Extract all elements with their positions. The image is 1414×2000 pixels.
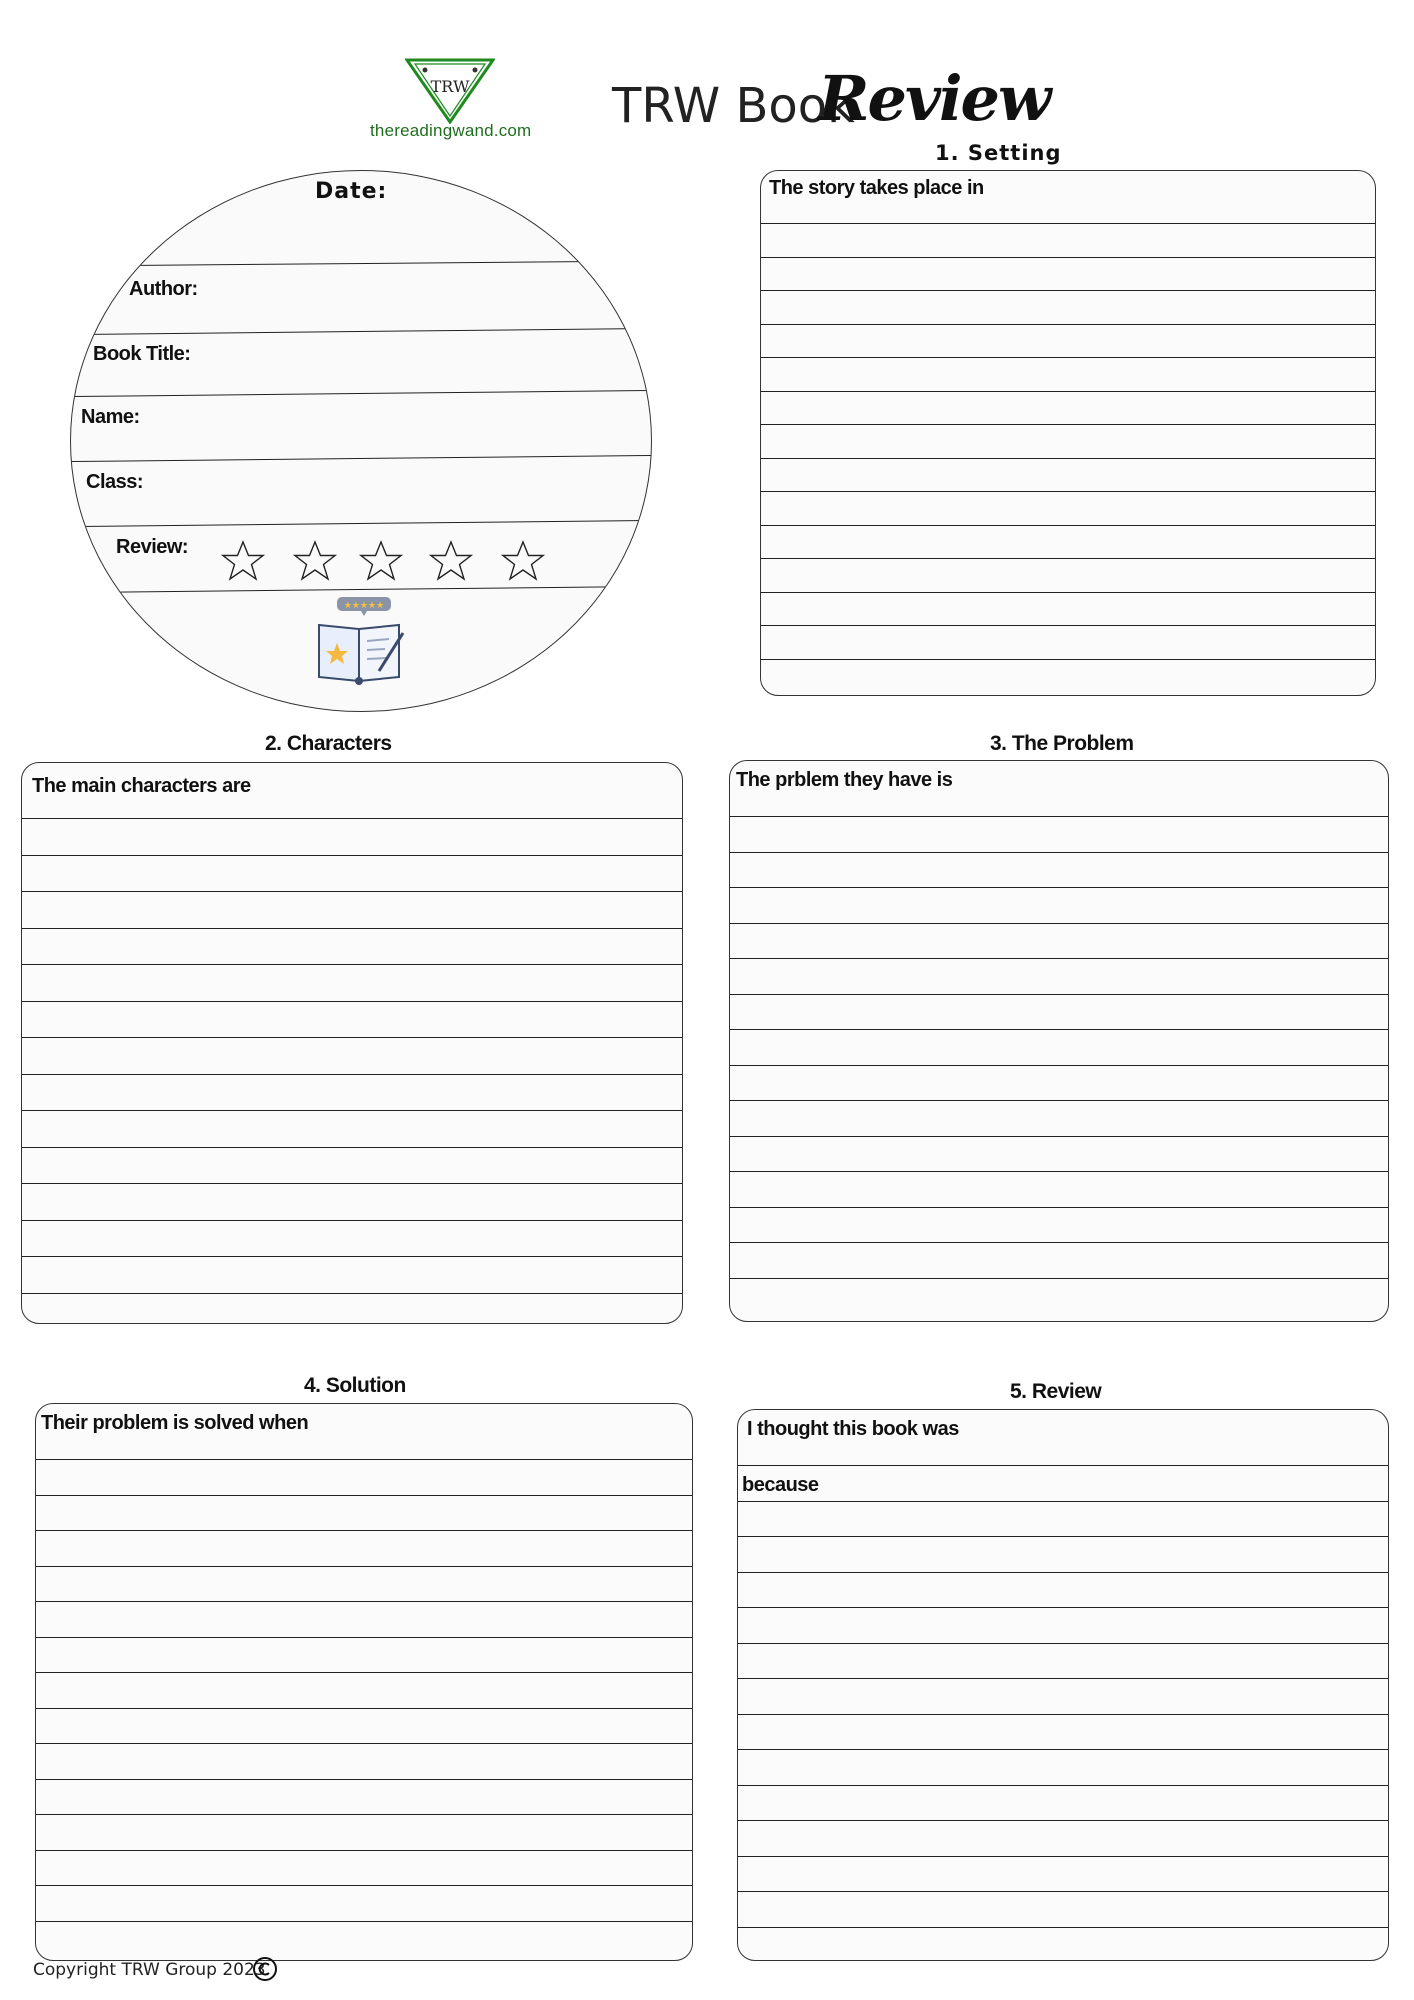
star-icon[interactable] <box>293 539 337 583</box>
writing-line[interactable] <box>730 816 1388 817</box>
writing-line[interactable] <box>761 659 1375 660</box>
class-line[interactable] <box>71 520 651 527</box>
writing-line[interactable] <box>738 1572 1388 1573</box>
writing-line[interactable] <box>738 1714 1388 1715</box>
writing-line[interactable] <box>36 1495 692 1496</box>
logo-text: TRW <box>430 77 470 96</box>
writing-line[interactable] <box>730 1136 1388 1137</box>
name-label: Name: <box>81 406 140 428</box>
characters-title: 2. Characters <box>265 732 392 755</box>
writing-line[interactable] <box>36 1921 692 1922</box>
writing-line[interactable] <box>738 1856 1388 1857</box>
writing-line[interactable] <box>738 1820 1388 1821</box>
writing-line[interactable] <box>738 1891 1388 1892</box>
solution-prompt: Their problem is solved when <box>41 1412 309 1434</box>
writing-line[interactable] <box>738 1607 1388 1608</box>
writing-line[interactable] <box>730 958 1388 959</box>
writing-line[interactable] <box>730 923 1388 924</box>
writing-line[interactable] <box>36 1885 692 1886</box>
star-icon[interactable] <box>221 539 265 583</box>
date-label: Date: <box>315 179 388 204</box>
writing-line[interactable] <box>22 891 682 892</box>
writing-line[interactable] <box>36 1743 692 1744</box>
info-circle <box>70 170 652 712</box>
writing-line[interactable] <box>36 1814 692 1815</box>
writing-line[interactable] <box>36 1601 692 1602</box>
writing-line[interactable] <box>36 1779 692 1780</box>
setting-box <box>760 170 1376 696</box>
characters-prompt: The main characters are <box>32 775 251 797</box>
book-title-line[interactable] <box>71 390 651 397</box>
writing-line[interactable] <box>761 458 1375 459</box>
writing-line[interactable] <box>761 424 1375 425</box>
problem-box <box>729 760 1389 1322</box>
page-title: TRW Book <box>612 78 855 134</box>
writing-line[interactable] <box>761 257 1375 258</box>
writing-line[interactable] <box>22 1037 682 1038</box>
writing-line[interactable] <box>738 1749 1388 1750</box>
writing-line[interactable] <box>22 928 682 929</box>
review-label: Review: <box>116 536 189 558</box>
characters-box <box>21 762 683 1324</box>
name-line[interactable] <box>71 455 651 462</box>
writing-line[interactable] <box>22 1110 682 1111</box>
review-line[interactable] <box>101 586 621 592</box>
copyright-icon <box>252 1956 278 1982</box>
writing-line[interactable] <box>730 1029 1388 1030</box>
star-icon[interactable] <box>359 539 403 583</box>
review-box <box>737 1409 1389 1961</box>
writing-line[interactable] <box>738 1465 1388 1466</box>
writing-line[interactable] <box>738 1501 1388 1502</box>
problem-title: 3. The Problem <box>990 732 1134 755</box>
writing-line[interactable] <box>22 1293 682 1294</box>
writing-line[interactable] <box>761 525 1375 526</box>
trw-logo-icon <box>405 58 495 124</box>
writing-line[interactable] <box>36 1459 692 1460</box>
writing-line[interactable] <box>730 1065 1388 1066</box>
writing-line[interactable] <box>761 391 1375 392</box>
book-review-icon <box>309 595 409 685</box>
star-icon[interactable] <box>501 539 545 583</box>
writing-line[interactable] <box>22 1183 682 1184</box>
writing-line[interactable] <box>761 558 1375 559</box>
author-line[interactable] <box>71 328 651 335</box>
writing-line[interactable] <box>761 357 1375 358</box>
writing-line[interactable] <box>730 994 1388 995</box>
review-prompt: I thought this book was <box>747 1418 959 1440</box>
setting-prompt: The story takes place in <box>769 177 984 199</box>
solution-box <box>35 1403 693 1961</box>
writing-line[interactable] <box>36 1708 692 1709</box>
writing-line[interactable] <box>22 1147 682 1148</box>
review-because: because <box>742 1474 819 1496</box>
writing-line[interactable] <box>22 1220 682 1221</box>
date-line[interactable] <box>111 261 611 266</box>
writing-line[interactable] <box>22 964 682 965</box>
writing-line[interactable] <box>22 1001 682 1002</box>
writing-line[interactable] <box>36 1530 692 1531</box>
writing-line[interactable] <box>738 1678 1388 1679</box>
writing-line[interactable] <box>738 1785 1388 1786</box>
writing-line[interactable] <box>36 1566 692 1567</box>
writing-line[interactable] <box>730 1278 1388 1279</box>
writing-line[interactable] <box>730 887 1388 888</box>
writing-line[interactable] <box>761 324 1375 325</box>
writing-line[interactable] <box>730 1207 1388 1208</box>
writing-line[interactable] <box>738 1643 1388 1644</box>
page-title-script: Review <box>818 62 1050 135</box>
copyright-text: Copyright TRW Group 2023 <box>33 1960 266 1980</box>
writing-line[interactable] <box>761 491 1375 492</box>
star-icon[interactable] <box>429 539 473 583</box>
site-url[interactable]: thereadingwand.com <box>370 121 532 140</box>
problem-prompt: The prblem they have is <box>736 769 953 791</box>
solution-title: 4. Solution <box>304 1374 406 1397</box>
review-title: 5. Review <box>1010 1380 1102 1403</box>
writing-line[interactable] <box>22 855 682 856</box>
writing-line[interactable] <box>36 1850 692 1851</box>
class-label: Class: <box>86 471 144 493</box>
writing-line[interactable] <box>22 1074 682 1075</box>
writing-line[interactable] <box>22 818 682 819</box>
writing-line[interactable] <box>761 592 1375 593</box>
setting-title: 1. Setting <box>935 141 1062 165</box>
writing-line[interactable] <box>761 223 1375 224</box>
writing-line[interactable] <box>738 1536 1388 1537</box>
writing-line[interactable] <box>36 1637 692 1638</box>
writing-line[interactable] <box>730 1100 1388 1101</box>
writing-line[interactable] <box>730 852 1388 853</box>
writing-line[interactable] <box>761 290 1375 291</box>
svg-text:★★★★★: ★★★★★ <box>343 600 385 610</box>
writing-line[interactable] <box>36 1672 692 1673</box>
writing-line[interactable] <box>22 1256 682 1257</box>
book-title-label: Book Title: <box>93 343 191 365</box>
writing-line[interactable] <box>730 1242 1388 1243</box>
author-label: Author: <box>129 278 198 300</box>
writing-line[interactable] <box>761 625 1375 626</box>
writing-line[interactable] <box>730 1171 1388 1172</box>
writing-line[interactable] <box>738 1927 1388 1928</box>
